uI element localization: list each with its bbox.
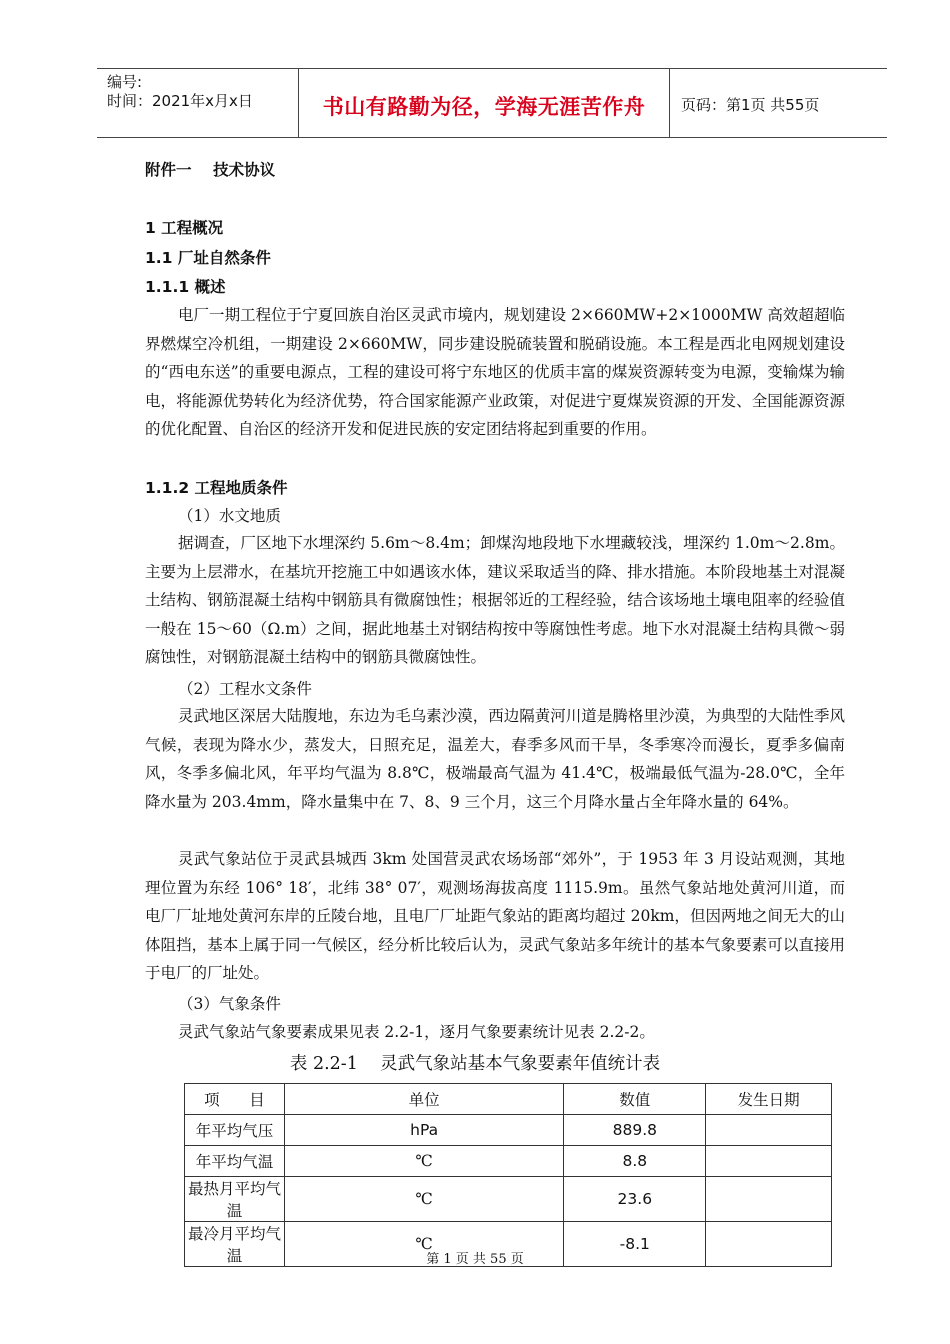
paragraph-overview: 电厂一期工程位于宁夏回族自治区灵武市境内，规划建设 2×660MW+2×1000MW 高效超超临界燃煤空冷机组，一期建设 2×660MW，同步建设脱硫装置和脱硝设施。本工程是西北电网规划建设的“西电东送”的重要电源点，工程的建设可将宁东地区的优质丰富的煤炭资源转变为电源，变输煤为输电，将能源优势转化为经济优势，符合国家能源产业政策，对促进宁夏煤炭资源的开发、全国能源资源的优化配置、自治区的经济开发和促进民族的安定团结将起到重要的作用。 <box>145 306 845 438</box>
table-header-unit: 单位 <box>284 1084 563 1115</box>
section-heading-1-1-2: 1.1.2 工程地质条件 <box>145 479 288 497</box>
table-header-date: 发生日期 <box>706 1084 832 1115</box>
paragraph-table-reference: 灵武气象站气象要素成果见表 2.2-1，逐月气象要素统计见表 2.2-2。 <box>178 1023 655 1041</box>
section-heading-1: 1 工程概况 <box>145 219 224 237</box>
table-cell: 23.6 <box>564 1177 706 1222</box>
subheading-hydrogeology: （1）水文地质 <box>178 507 281 525</box>
subheading-meteorology: （3）气象条件 <box>178 995 281 1013</box>
table-cell: 889.8 <box>564 1115 706 1146</box>
table-cell: 8.8 <box>564 1146 706 1177</box>
meteorological-table <box>184 1083 832 1267</box>
table-cell <box>706 1146 832 1177</box>
document-time-label: 时间：2021年x月x日 <box>107 92 253 110</box>
header-page-info: 页码：第1页 共55页 <box>681 96 820 114</box>
table-cell: hPa <box>284 1115 563 1146</box>
table-header-item: 项 目 <box>185 1084 285 1115</box>
table-cell <box>706 1115 832 1146</box>
document-number-label: 编号: <box>107 73 143 91</box>
table-cell: ℃ <box>284 1222 563 1267</box>
table-cell: ℃ <box>284 1177 563 1222</box>
table-row <box>185 1177 832 1222</box>
table-cell: -8.1 <box>564 1222 706 1267</box>
header-motto: 书山有路勤为径，学海无涯苦作舟 <box>322 95 646 119</box>
table-cell <box>706 1177 832 1222</box>
table-header-row <box>185 1084 832 1115</box>
section-heading-1-1-1: 1.1.1 概述 <box>145 278 226 296</box>
table-row <box>185 1146 832 1177</box>
table-cell: 年平均气压 <box>185 1115 285 1146</box>
attachment-title: 附件一 技术协议 <box>145 161 276 179</box>
table-header-value: 数值 <box>564 1084 706 1115</box>
table-cell: 最热月平均气温 <box>185 1177 285 1222</box>
paragraph-weather-station: 灵武气象站位于灵武县城西 3km 处国营灵武农场场部“郊外”，于 1953 年 3 月设站观测，其地理位置为东经 106° 18′，北纬 38° 07′，观测场海拔高度 1115.9m。虽然气象站地处黄河川道，而电厂厂址地处黄河东岸的丘陵台地，且电厂厂址距气象站的距离均超过 20km，但因两地之间无大的山体阻挡，基本上属于同一气候区，经分析比较后认为，灵武气象站多年统计的基本气象要素可以直接用于电厂的厂址处。 <box>145 850 845 982</box>
subheading-hydrology: （2）工程水文条件 <box>178 680 312 698</box>
header-divider <box>669 69 670 137</box>
table-row <box>185 1115 832 1146</box>
table-cell: 年平均气温 <box>185 1146 285 1177</box>
table-cell: ℃ <box>284 1146 563 1177</box>
table-cell: 最冷月平均气温 <box>185 1222 285 1267</box>
paragraph-climate: 灵武地区深居大陆腹地，东边为毛乌素沙漠，西边隔黄河川道是腾格里沙漠，为典型的大陆性季风气候，表现为降水少，蒸发大，日照充足，温差大，春季多风而干旱，冬季寒冷而漫长，夏季多偏南风，冬季多偏北风，年平均气温为 8.8℃，极端最高气温为 41.4℃，极端最低气温为-28.0℃，全年降水量为 203.4mm，降水量集中在 7、8、9 三个月，这三个月降水量占全年降水量的 64%。 <box>145 707 845 811</box>
section-heading-1-1: 1.1 厂址自然条件 <box>145 249 271 267</box>
page-header <box>97 68 887 138</box>
page-footer: 第 1 页 共 55 页 <box>426 1252 524 1267</box>
paragraph-hydrogeology: 据调查，厂区地下水埋深约 5.6m～8.4m；卸煤沟地段地下水埋藏较浅，埋深约 1.0m～2.8m。主要为上层滞水，在基坑开挖施工中如遇该水体，建议采取适当的降、排水措施。本阶段地基土对混凝土结构、钢筋混凝土结构中钢筋具有微腐蚀性；根据邻近的工程经验，结合该场地土壤电阻率的经验值一般在 15～60（Ω.m）之间，据此地基土对钢结构按中等腐蚀性考虑。地下水对混凝土结构具微～弱腐蚀性，对钢筋混凝土结构中的钢筋具微腐蚀性。 <box>145 534 845 666</box>
table-caption: 表 2.2-1 灵武气象站基本气象要素年值统计表 <box>289 1054 661 1074</box>
